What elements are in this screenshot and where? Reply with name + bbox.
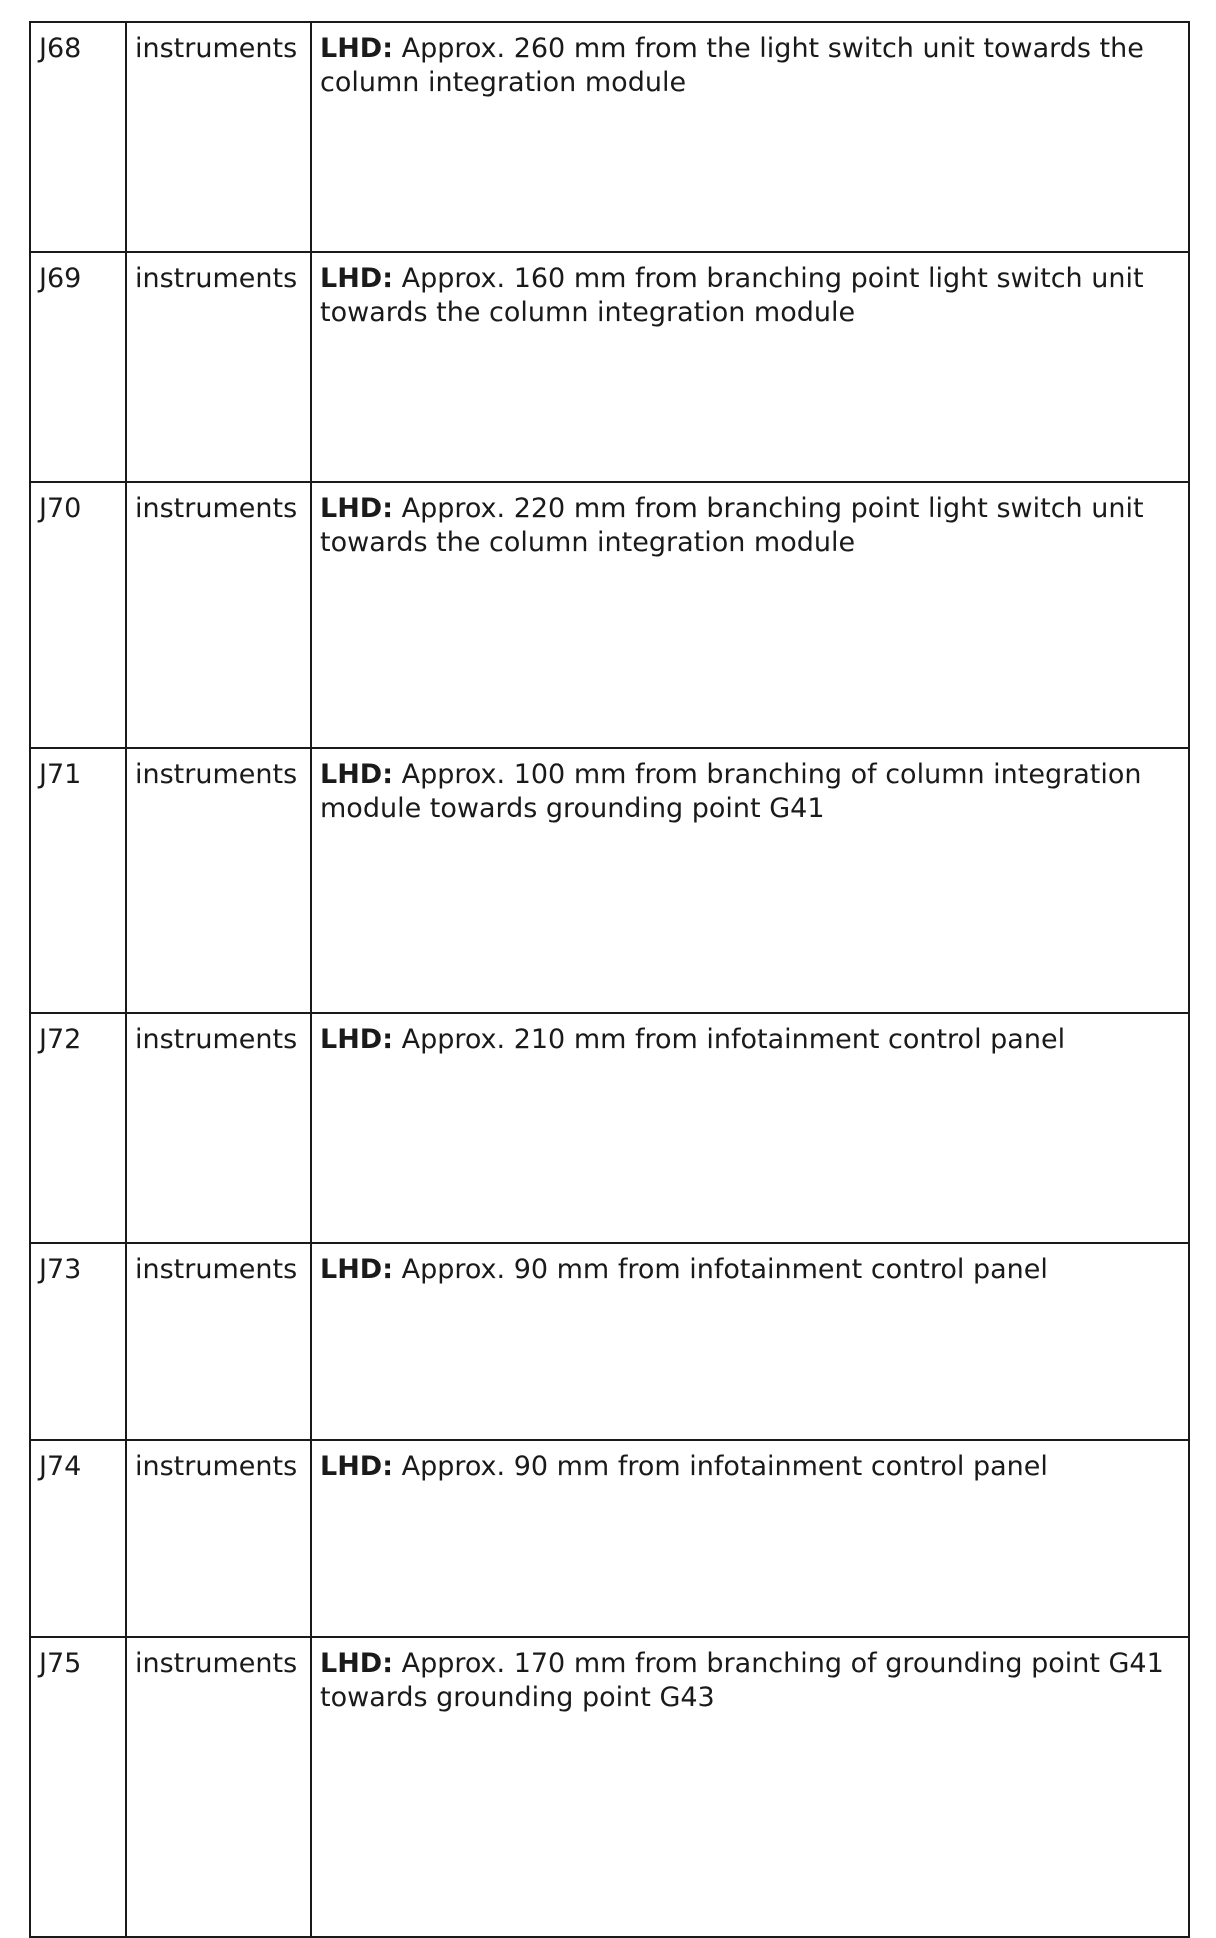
row-id: J72: [30, 1013, 126, 1243]
description-text: Approx. 170 mm from branching of grounding point G41 towards grounding point G43: [320, 1648, 1164, 1713]
lhd-label: LHD:: [320, 493, 394, 524]
row-location: instruments: [126, 1243, 311, 1440]
row-location: instruments: [126, 482, 311, 748]
table-row: [30, 1243, 1189, 1440]
description-text: Approx. 90 mm from infotainment control panel: [401, 1451, 1048, 1482]
row-id: J74: [30, 1440, 126, 1637]
table-row: [30, 22, 1189, 252]
table-row: [30, 1013, 1189, 1243]
description-text: Approx. 160 mm from branching point light switch unit towards the column integration module: [320, 263, 1144, 328]
lhd-label: LHD:: [320, 263, 394, 294]
row-id: J71: [30, 748, 126, 1013]
lhd-label: LHD:: [320, 1024, 394, 1055]
table-row: [30, 1637, 1189, 1937]
row-description: [311, 1637, 1189, 1937]
table-row: [30, 252, 1189, 482]
row-description: [311, 748, 1189, 1013]
table-row: [30, 748, 1189, 1013]
row-location: instruments: [126, 748, 311, 1013]
row-description: [311, 22, 1189, 252]
row-description: [311, 1013, 1189, 1243]
splice-location-table: [29, 21, 1190, 1938]
row-location: instruments: [126, 1013, 311, 1243]
description-text: Approx. 210 mm from infotainment control panel: [401, 1024, 1066, 1055]
row-location: instruments: [126, 252, 311, 482]
row-id: J68: [30, 22, 126, 252]
row-location: instruments: [126, 22, 311, 252]
row-location: instruments: [126, 1440, 311, 1637]
lhd-label: LHD:: [320, 1648, 394, 1679]
lhd-label: LHD:: [320, 1254, 394, 1285]
row-id: J73: [30, 1243, 126, 1440]
row-description: [311, 1243, 1189, 1440]
row-id: J70: [30, 482, 126, 748]
row-description: [311, 1440, 1189, 1637]
table-row: [30, 1440, 1189, 1637]
row-id: J69: [30, 252, 126, 482]
row-location: instruments: [126, 1637, 311, 1937]
lhd-label: LHD:: [320, 1451, 394, 1482]
description-text: Approx. 100 mm from branching of column integration module towards grounding point G41: [320, 759, 1142, 824]
lhd-label: LHD:: [320, 33, 394, 64]
lhd-label: LHD:: [320, 759, 394, 790]
row-description: [311, 482, 1189, 748]
description-text: Approx. 90 mm from infotainment control panel: [401, 1254, 1048, 1285]
row-description: [311, 252, 1189, 482]
description-text: Approx. 220 mm from branching point light switch unit towards the column integration module: [320, 493, 1144, 558]
description-text: Approx. 260 mm from the light switch unit towards the column integration module: [320, 33, 1144, 98]
row-id: J75: [30, 1637, 126, 1937]
table-row: [30, 482, 1189, 748]
